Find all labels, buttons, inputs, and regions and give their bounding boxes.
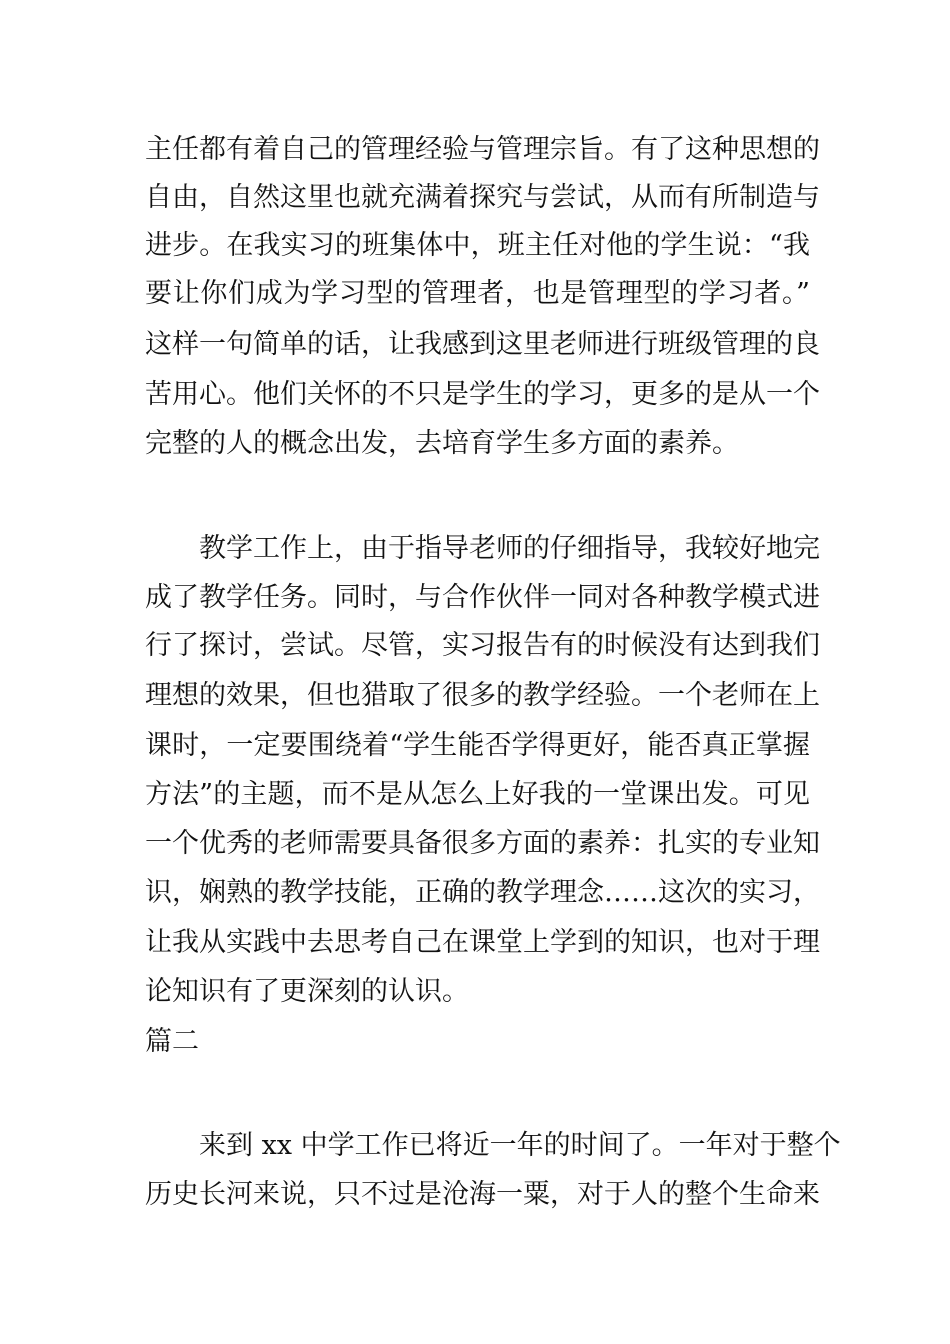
paragraph-1-line-5: 这样一句简单的话，让我感到这里老师进行班级管理的良 [145,329,820,360]
paragraph-1-line-6: 苦用心。他们关怀的不只是学生的学习，更多的是从一个 [145,379,820,410]
paragraph-1-line-1: 主任都有着自己的管理经验与管理宗旨。有了这种思想的 [145,134,820,165]
paragraph-1-line-2: 自由，自然这里也就充满着探究与尝试，从而有所制造与 [145,182,820,213]
paragraph-2-line-2: 成了教学任务。同时，与合作伙伴一同对各种教学模式进 [145,582,820,613]
paragraph-2-line-7: 一个优秀的老师需要具备很多方面的素养：扎实的专业知 [145,828,820,859]
paragraph-1-line-7: 完整的人的概念出发，去培育学生多方面的素养。 [145,428,739,459]
paragraph-2-line-5: 课时，一定要围绕着“学生能否学得更好，能否真正掌握 [145,730,810,761]
paragraph-1-line-4: 要让你们成为学习型的管理者，也是管理型的学习者。” [145,278,810,309]
paragraph-2-line-8: 识，娴熟的教学技能，正确的教学理念……这次的实习， [145,877,820,908]
paragraph-2-line-4: 理想的效果，但也猎取了很多的教学经验。一个老师在上 [145,680,820,711]
paragraph-1-line-3: 进步。在我实习的班集体中，班主任对他的学生说：“我 [145,230,810,261]
paragraph-2-line-3: 行了探讨，尝试。尽管，实习报告有的时候没有达到我们 [145,630,820,661]
paragraph-3-line-2: 历史长河来说，只不过是沧海一粟，对于人的整个生命来 [145,1179,820,1210]
paragraph-2-line-6: 方法”的主题，而不是从怎么上好我的一堂课出发。可见 [145,779,810,810]
paragraph-2-line-10: 论知识有了更深刻的认识。 [145,976,469,1007]
section-heading: 篇二 [145,1026,199,1057]
paragraph-2-line-9: 让我从实践中去思考自己在课堂上学到的知识，也对于理 [145,927,820,958]
paragraph-3-line-1: 来到 xx 中学工作已将近一年的时间了。一年对于整个 [199,1130,841,1161]
paragraph-2-line-1: 教学工作上，由于指导老师的仔细指导，我较好地完 [199,533,820,564]
